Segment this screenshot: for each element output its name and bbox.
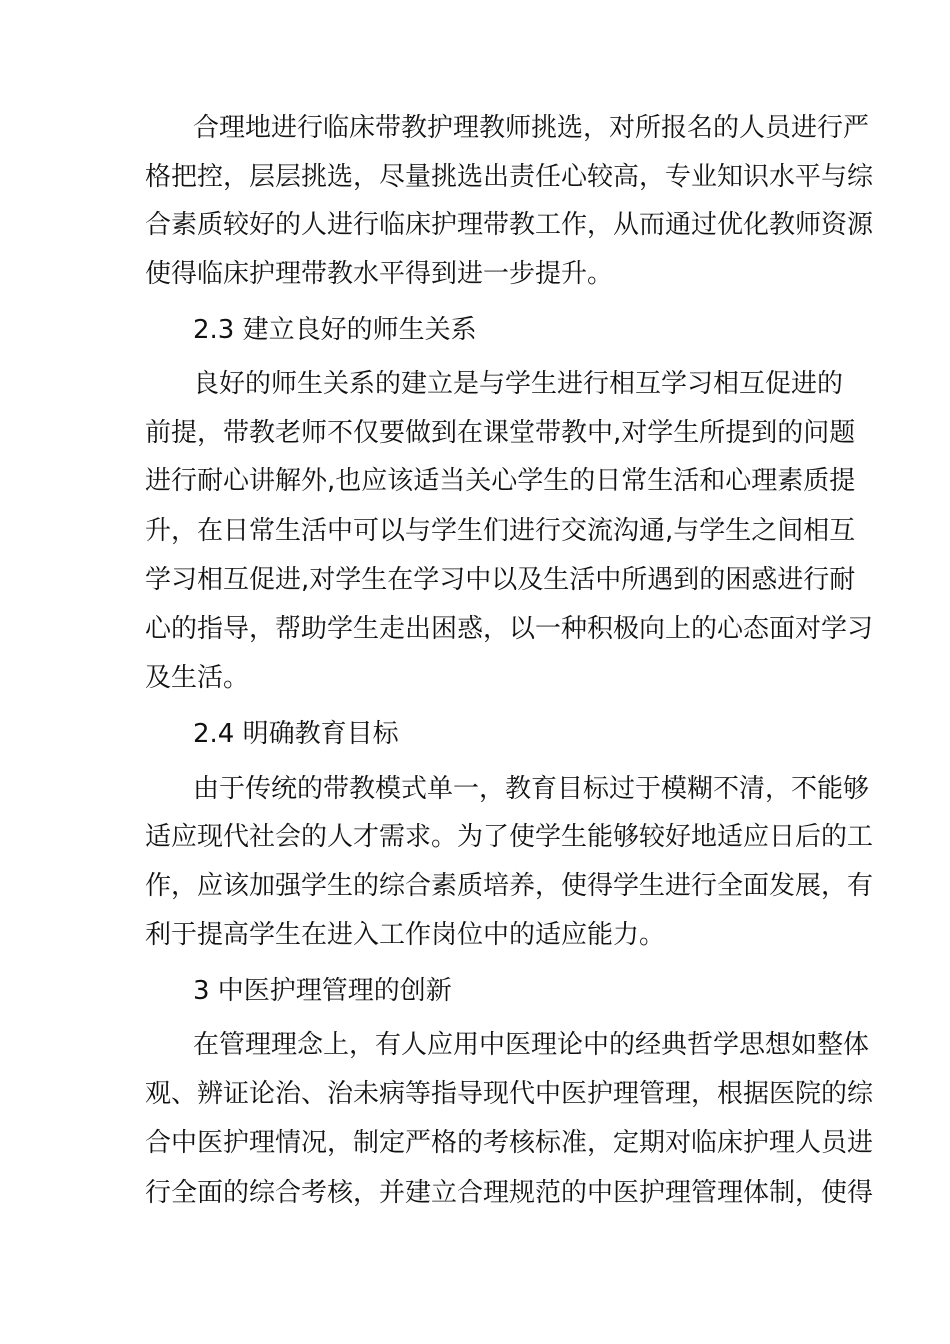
paragraph-4-line-4: 行全面的综合考核，并建立合理规范的中医护理管理体制，使得 — [145, 1178, 874, 1208]
paragraph-2-line-2: 前提，带教老师不仅要做到在课堂带教中,对学生所提到的问题 — [145, 418, 856, 448]
paragraph-2-line-7: 及生活。 — [145, 663, 250, 693]
paragraph-3-line-4: 利于提高学生在进入工作岗位中的适应能力。 — [145, 920, 666, 950]
paragraph-2-line-6: 心的指导，帮助学生走出困惑，以一种积极向上的心态面对学习 — [145, 614, 874, 644]
section-heading-2-4: 2.4 明确教育目标 — [193, 719, 399, 749]
paragraph-3-line-1: 由于传统的带教模式单一，教育目标过于模糊不清，不能够 — [193, 774, 870, 804]
paragraph-1-line-4: 使得临床护理带教水平得到进一步提升。 — [145, 259, 614, 289]
paragraph-1-line-2: 格把控，层层挑选，尽量挑选出责任心较高，专业知识水平与综 — [145, 162, 874, 192]
paragraph-1-line-1: 合理地进行临床带教护理教师挑选，对所报名的人员进行严 — [193, 113, 870, 143]
paragraph-2-line-3: 进行耐心讲解外,也应该适当关心学生的日常生活和心理素质提 — [145, 466, 856, 496]
paragraph-2-line-4: 升，在日常生活中可以与学生们进行交流沟通,与学生之间相互 — [145, 516, 856, 546]
paragraph-1-line-3: 合素质较好的人进行临床护理带教工作，从而通过优化教师资源 — [145, 210, 874, 240]
section-heading-3: 3 中医护理管理的创新 — [193, 976, 452, 1006]
paragraph-3-line-2: 适应现代社会的人才需求。为了使学生能够较好地适应日后的工 — [145, 822, 874, 852]
paragraph-3-line-3: 作，应该加强学生的综合素质培养，使得学生进行全面发展，有 — [145, 871, 874, 901]
section-heading-2-3: 2.3 建立良好的师生关系 — [193, 315, 477, 345]
paragraph-4-line-1: 在管理理念上，有人应用中医理论中的经典哲学思想如整体 — [193, 1030, 870, 1060]
paragraph-2-line-1: 良好的师生关系的建立是与学生进行相互学习相互促进的 — [193, 369, 844, 399]
paragraph-2-line-5: 学习相互促进,对学生在学习中以及生活中所遇到的困惑进行耐 — [145, 565, 856, 595]
paragraph-4-line-2: 观、辨证论治、治未病等指导现代中医护理管理，根据医院的综 — [145, 1079, 874, 1109]
paragraph-4-line-3: 合中医护理情况，制定严格的考核标准，定期对临床护理人员进 — [145, 1128, 874, 1158]
